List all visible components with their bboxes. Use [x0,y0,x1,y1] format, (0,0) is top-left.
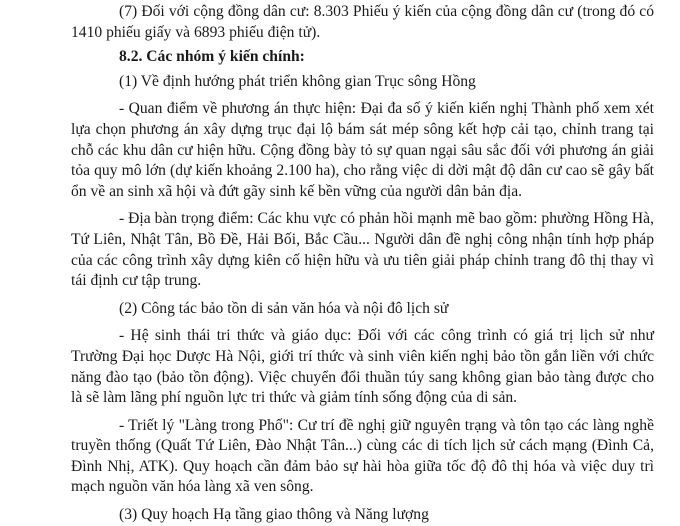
item-1-bullet-key-areas: - Địa bàn trọng điểm: Các khu vực có phản hồi mạnh mẽ bao gồm: phường Hồng Hà, Tứ Liên, Nhật Tân, Bồ Đề, Hải Bối, Bắc Cầu... Người dân đề nghị công nhận tính hợp pháp của các công trình xây dựng kiên cố hiện hữu và ưu tiên giải pháp chỉnh trang đô thị thay vì tái định cư tập trung. [71,210,654,290]
section-heading-8-2: 8.2. Các nhóm ý kiến chính: [119,48,305,66]
item-1-title: (1) Về định hướng phát triển không gian Trục sông Hồng [119,72,476,90]
item-2-title: (2) Công tác bảo tồn di sản văn hóa và nội đô lịch sử [119,299,449,317]
paragraph-community-feedback: (7) Đối với cộng đồng dân cư: 8.303 Phiếu ý kiến của cộng đồng dân cư (trong đó có 1410 phiếu giấy và 6893 phiếu điện tử). [71,3,654,41]
item-3-title: (3) Quy hoạch Hạ tầng giao thông và Năng lượng [119,506,429,524]
item-2-bullet-education: - Hệ sinh thái tri thức và giáo dục: Đối với các công trình có giá trị lịch sử như Trường Đại học Dược Hà Nội, giới trí thức và sinh viên kiến nghị bảo tồn gắn liền với chức năng đào tạo (bảo tồn động). Việc chuyển đổi thuần túy sang không gian bảo tàng được cho là sẽ làm lãng phí nguồn lực tri thức và giảm tính sống động của di sản. [71,327,654,407]
item-2-bullet-village-in-city: - Triết lý "Làng trong Phố": Cư trí đề nghị giữ nguyên trạng và tôn tạo các làng nghề truyền thống (Quất Tứ Liên, Đào Nhật Tân...) cùng các di tích lịch sử cách mạng (Đình Cả, Đình Nhị, ATK). Quy hoạch cần đảm bảo sự hài hòa giữa tốc độ đô thị hóa và việc duy trì mạch nguồn văn hóa làng xã ven sông. [71,416,654,496]
item-1-bullet-implementation: - Quan điểm về phương án thực hiện: Đại đa số ý kiến kiến nghị Thành phố xem xét lựa chọn phương án xây dựng trục đại lộ bám sát mép sông kết hợp cải tạo, chỉnh trang tại chỗ các khu dân cư hiện hữu. Cộng đồng bày tỏ sự quan ngại sâu sắc đối với phương án giải tỏa quy mô lớn (dự kiến khoảng 2.100 ha), cho rằng việc di dời mật độ dân cư cao sẽ gây bất ổn về an sinh xã hội và đứt gãy sinh kế bền vững của người dân bản địa. [71,100,654,200]
